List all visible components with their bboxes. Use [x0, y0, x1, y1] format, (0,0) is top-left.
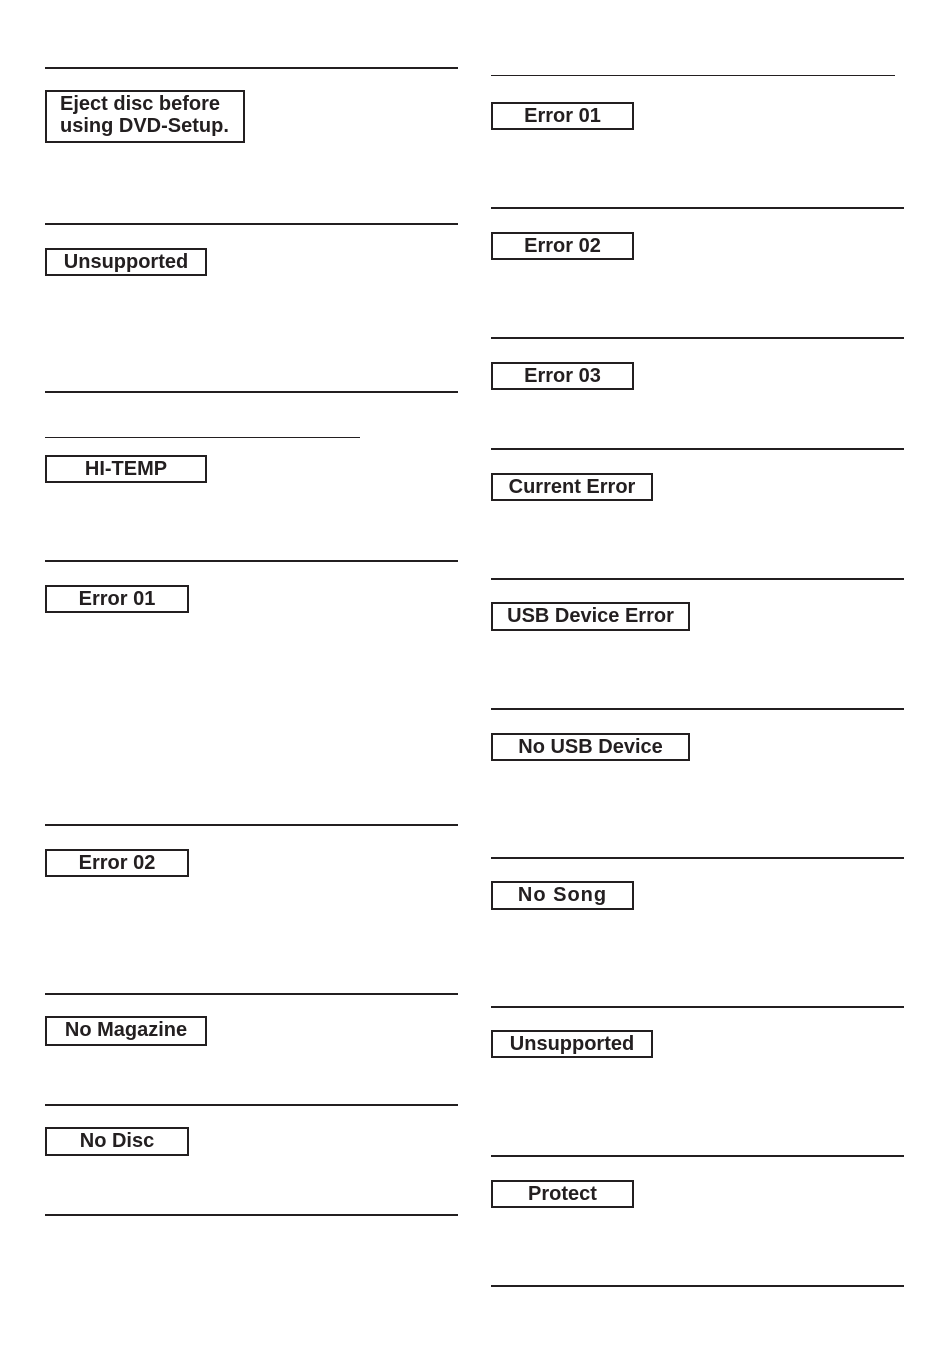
divider [45, 1104, 458, 1106]
divider [45, 560, 458, 562]
divider [491, 857, 904, 859]
message-unsupported: Unsupported [491, 1030, 653, 1058]
divider [45, 824, 458, 826]
divider [491, 1285, 904, 1287]
message-no-usb-device: No USB Device [491, 733, 690, 761]
message-error-01: Error 01 [491, 102, 634, 130]
divider [45, 67, 458, 69]
message-no-song: No Song [491, 881, 634, 910]
divider [491, 448, 904, 450]
message-error-03: Error 03 [491, 362, 634, 390]
divider [45, 1214, 458, 1216]
message-no-magazine: No Magazine [45, 1016, 207, 1046]
message-error-02: Error 02 [45, 849, 189, 877]
message-usb-device-error: USB Device Error [491, 602, 690, 631]
message-no-disc: No Disc [45, 1127, 189, 1156]
divider [491, 75, 895, 76]
message-line-2: using DVD-Setup. [60, 115, 229, 137]
message-protect: Protect [491, 1180, 634, 1208]
message-current-error: Current Error [491, 473, 653, 501]
message-hi-temp: HI-TEMP [45, 455, 207, 483]
divider [491, 1006, 904, 1008]
message-eject-disc [45, 90, 245, 143]
divider [491, 578, 904, 580]
divider [45, 437, 360, 438]
divider [491, 708, 904, 710]
message-unsupported: Unsupported [45, 248, 207, 276]
divider [45, 993, 458, 995]
divider [491, 1155, 904, 1157]
divider [491, 207, 904, 209]
divider [45, 391, 458, 393]
message-line-1: Eject disc before [60, 93, 221, 115]
divider [45, 223, 458, 225]
message-error-01: Error 01 [45, 585, 189, 613]
divider [491, 337, 904, 339]
message-error-02: Error 02 [491, 232, 634, 260]
